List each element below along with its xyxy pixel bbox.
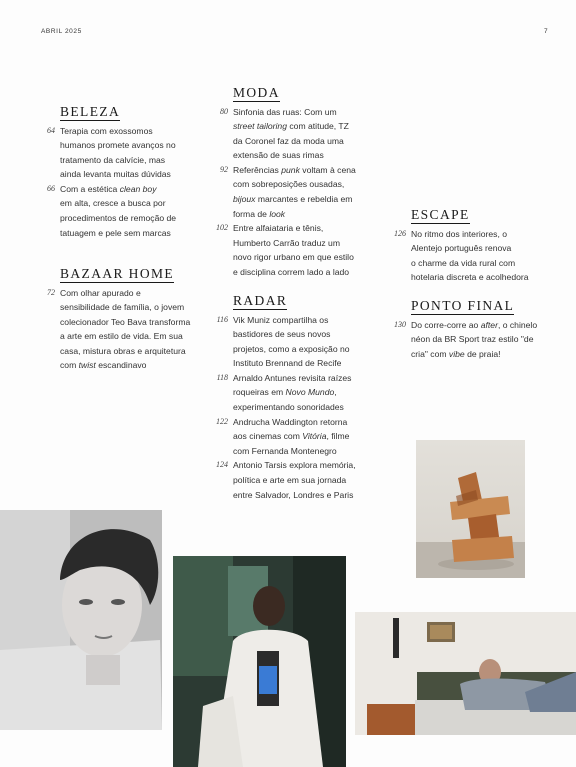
toc-entry[interactable]: [216, 415, 393, 459]
entry-line: cria" com vibe de praia!: [411, 348, 501, 359]
toc-entry[interactable]: [216, 458, 393, 502]
entry-line: em alta, cresce a busca por: [60, 198, 166, 209]
entry-line: o charme da vida rural com: [411, 257, 516, 268]
bw-portrait-illustration: [0, 510, 162, 730]
entry-line: Entre alfaiataria e tênis,: [233, 223, 324, 234]
section-title[interactable]: ESCAPE: [411, 207, 470, 222]
entry-line: Antonio Tarsis explora memória,: [233, 460, 356, 471]
entry-line: hotelaria discreta e acolhedora: [411, 272, 529, 283]
section-title[interactable]: PONTO FINAL: [411, 298, 515, 313]
toc-entry[interactable]: [216, 313, 393, 371]
entry-line: Sinfonia das ruas: Com um: [233, 106, 337, 117]
section-moda: [216, 84, 393, 280]
page-ref: 118: [216, 372, 228, 382]
page-ref: 116: [216, 314, 228, 324]
entry-line: colecionador Teo Bava transforma: [60, 316, 191, 327]
issue-date: ABRIL 2025: [41, 28, 82, 35]
entry-line: forma de look: [233, 208, 286, 219]
entry-line: com twist escandinavo: [60, 360, 147, 371]
entry-line: néon da BR Sport traz estilo "de: [411, 334, 534, 345]
toc-entry[interactable]: [220, 163, 393, 221]
entry-line: projetos, como a exposição no: [233, 343, 350, 354]
toc-entry[interactable]: [220, 105, 393, 163]
entry-line: No ritmo dos interiores, o: [411, 228, 507, 239]
page-ref: 124: [216, 460, 228, 470]
section-title[interactable]: BELEZA: [60, 104, 121, 119]
entry-line: da Coronel faz da moda uma: [233, 135, 344, 146]
entry-line: aos cinemas com Vitória, filme: [233, 431, 350, 442]
entry-line: ainda levanta muitas dúvidas: [60, 169, 171, 180]
entry-line: Instituto Brennand de Recife: [233, 358, 342, 369]
section-title[interactable]: MODA: [233, 85, 280, 100]
section-bazaar-home: [47, 265, 220, 373]
page-ref: 122: [216, 416, 228, 426]
section-title[interactable]: BAZAAR HOME: [60, 266, 175, 281]
entry-line: novo rigor urbano em que estilo: [233, 252, 354, 263]
photo-man-on-bed[interactable]: [355, 612, 576, 735]
page-ref: 126: [394, 228, 406, 238]
section-title[interactable]: RADAR: [233, 293, 288, 308]
entry-line: política e arte em sua jornada: [233, 475, 347, 486]
page-number: 7: [544, 28, 549, 35]
toc-entry[interactable]: [47, 286, 220, 374]
white-suit-illustration: [173, 556, 346, 767]
page-ref: 92: [220, 164, 228, 174]
entry-line: casa, mistura obras e arquitetura: [60, 345, 186, 356]
wooden-chair-illustration: [416, 440, 525, 578]
entry-line: bastidores de seus novos: [233, 329, 331, 340]
entry-line: Com olhar apurado e: [60, 287, 141, 298]
page-ref: 102: [216, 223, 228, 233]
toc-entry[interactable]: [394, 227, 571, 285]
photo-bw-portrait[interactable]: [0, 510, 162, 730]
toc-entry[interactable]: [394, 318, 573, 362]
section-escape: [394, 206, 571, 285]
entry-line: e disciplina correm lado a lado: [233, 267, 350, 278]
entry-line: tatuagem e pele sem marcas: [60, 227, 171, 238]
section-beleza: [47, 103, 220, 240]
page-ref: 72: [47, 287, 55, 297]
page-ref: 80: [220, 106, 228, 116]
page-ref: 64: [47, 125, 55, 135]
entry-line: Vik Muniz compartilha os: [233, 314, 329, 325]
page-ref: 130: [394, 319, 406, 329]
entry-line: Do corre-corre ao after, o chinelo: [411, 319, 538, 330]
photo-wooden-chair[interactable]: [416, 440, 525, 578]
entry-line: com sobreposições ousadas,: [233, 179, 345, 190]
entry-line: Terapia com exossomos: [60, 125, 153, 136]
entry-line: experimentando sonoridades: [233, 402, 344, 413]
entry-line: com Fernanda Montenegro: [233, 445, 337, 456]
entry-line: roqueiras em Novo Mundo,: [233, 387, 337, 398]
entry-line: Referências punk voltam à cena: [233, 164, 356, 175]
entry-line: procedimentos de remoção de: [60, 213, 177, 224]
entry-line: sensibilidade de família, o jovem: [60, 302, 185, 313]
page-ref: 66: [47, 183, 55, 193]
entry-line: tratamento da calvície, mas: [60, 154, 166, 165]
entry-line: a arte em estilo de vida. Em sua: [60, 331, 183, 342]
entry-line: Alentejo português renova: [411, 243, 512, 254]
man-on-bed-illustration: [355, 612, 576, 735]
entry-line: Andrucha Waddington retorna: [233, 416, 348, 427]
entry-line: Arnaldo Antunes revisita raízes: [233, 372, 352, 383]
entry-line: Com a estética clean boy: [60, 183, 157, 194]
entry-line: bijoux marcantes e rebeldia em: [233, 194, 353, 205]
section-ponto-final: [394, 297, 573, 361]
toc-entry[interactable]: [47, 124, 220, 182]
section-radar: [216, 292, 393, 502]
toc-entry[interactable]: [47, 182, 220, 240]
entry-line: extensão de suas rimas: [233, 150, 324, 161]
entry-line: street tailoring com atitude, TZ: [233, 121, 349, 132]
toc-entry[interactable]: [216, 371, 393, 415]
entry-line: entre Salvador, Londres e Paris: [233, 489, 354, 500]
entry-line: Humberto Carrão traduz um: [233, 237, 340, 248]
photo-white-suit[interactable]: [173, 556, 346, 767]
toc-entry[interactable]: [216, 221, 393, 279]
entry-line: humanos promete avanços no: [60, 140, 176, 151]
